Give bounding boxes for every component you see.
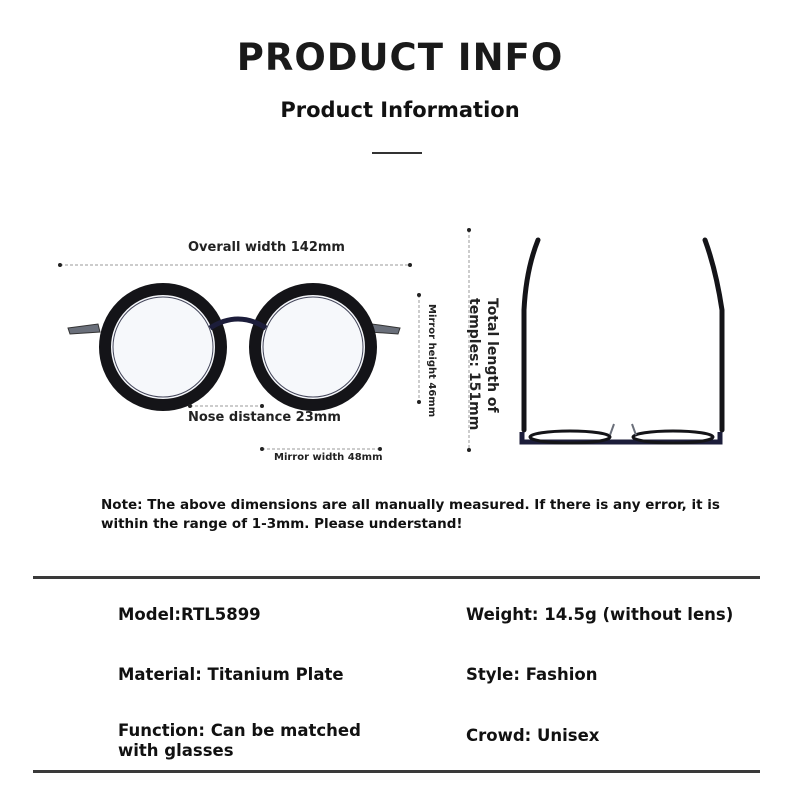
nose-dot-right <box>260 404 264 408</box>
spec-rule-bottom <box>33 770 760 773</box>
mirror-width-dot-right <box>378 447 382 451</box>
mirror-width-dot-left <box>260 447 264 451</box>
mirror-height-label: Mirror height 46mm <box>426 304 437 418</box>
spec-weight: Weight: 14.5g (without lens) <box>466 605 734 624</box>
mirror-width-label: Mirror width 48mm <box>274 452 383 463</box>
nose-dot-left <box>188 404 192 408</box>
right-rim <box>255 289 371 405</box>
spec-style: Style: Fashion <box>466 665 598 684</box>
mirror-height-dot-bottom <box>417 400 421 404</box>
glasses-front-diagram <box>0 220 520 470</box>
top-frame-front <box>522 432 720 442</box>
spec-model: Model:RTL5899 <box>118 605 261 624</box>
top-right-temple <box>705 240 722 430</box>
left-temple-hinge <box>68 324 100 334</box>
page-title: PRODUCT INFO <box>236 36 564 79</box>
temple-length-label-line2: temples: 151mm <box>466 298 482 431</box>
title-divider <box>372 152 422 154</box>
glasses-top-diagram <box>510 230 730 470</box>
nose-distance-label: Nose distance 23mm <box>188 410 341 425</box>
spec-rule-top <box>33 576 760 579</box>
top-nose-pads <box>610 424 636 435</box>
overall-width-dot-left <box>58 263 62 267</box>
measurement-note: Note: The above dimensions are all manually measured. If there is any error, it is within the range of 1-3mm. Please understand! <box>101 497 720 532</box>
spec-material: Material: Titanium Plate <box>118 665 344 684</box>
left-rim <box>105 289 221 405</box>
page-subtitle: Product Information <box>280 98 520 122</box>
spec-function-line1: Function: Can be matched <box>118 721 361 740</box>
spec-crowd: Crowd: Unisex <box>466 726 600 745</box>
spec-function-line2: with glasses <box>118 741 234 760</box>
top-left-temple <box>524 240 538 430</box>
temple-length-dot-top <box>467 228 471 232</box>
overall-width-dot-right <box>408 263 412 267</box>
temple-length-label-line1: Total length of <box>484 298 500 413</box>
temple-length-dot-bottom <box>467 448 471 452</box>
overall-width-label: Overall width 142mm <box>188 240 345 255</box>
mirror-height-dot-top <box>417 293 421 297</box>
